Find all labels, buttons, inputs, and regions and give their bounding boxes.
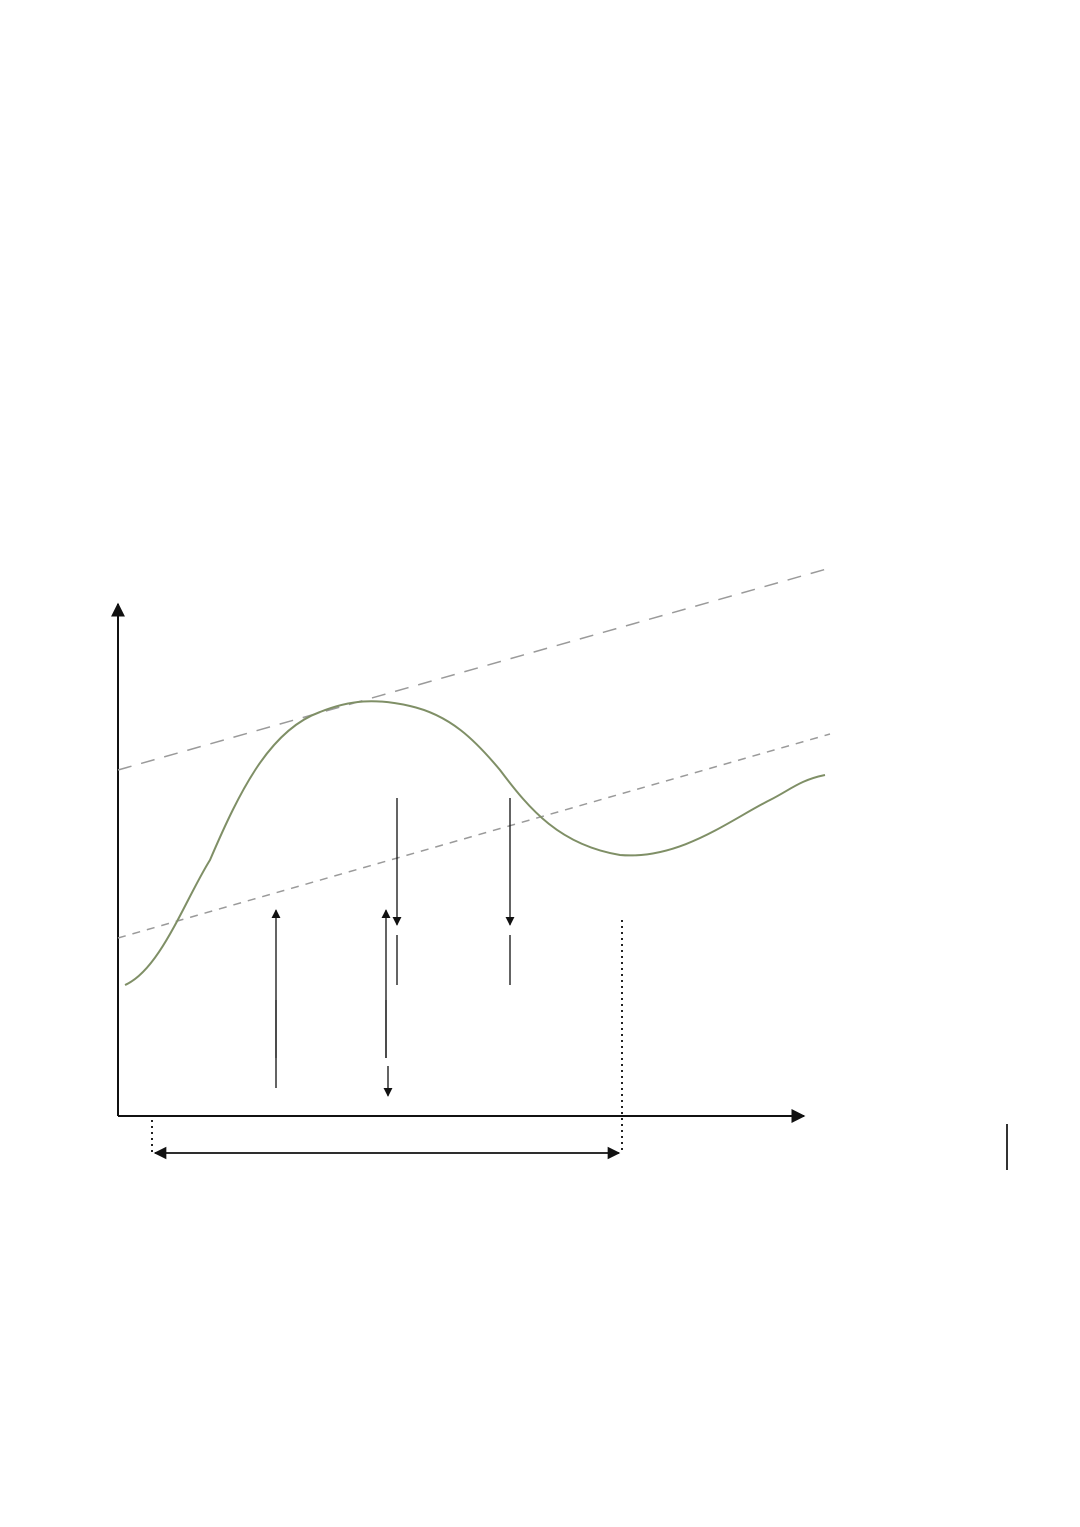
potential-line [118, 568, 830, 770]
cycle-curve [125, 701, 825, 985]
trend-line [118, 734, 830, 938]
margin-mark [1006, 1124, 1008, 1170]
